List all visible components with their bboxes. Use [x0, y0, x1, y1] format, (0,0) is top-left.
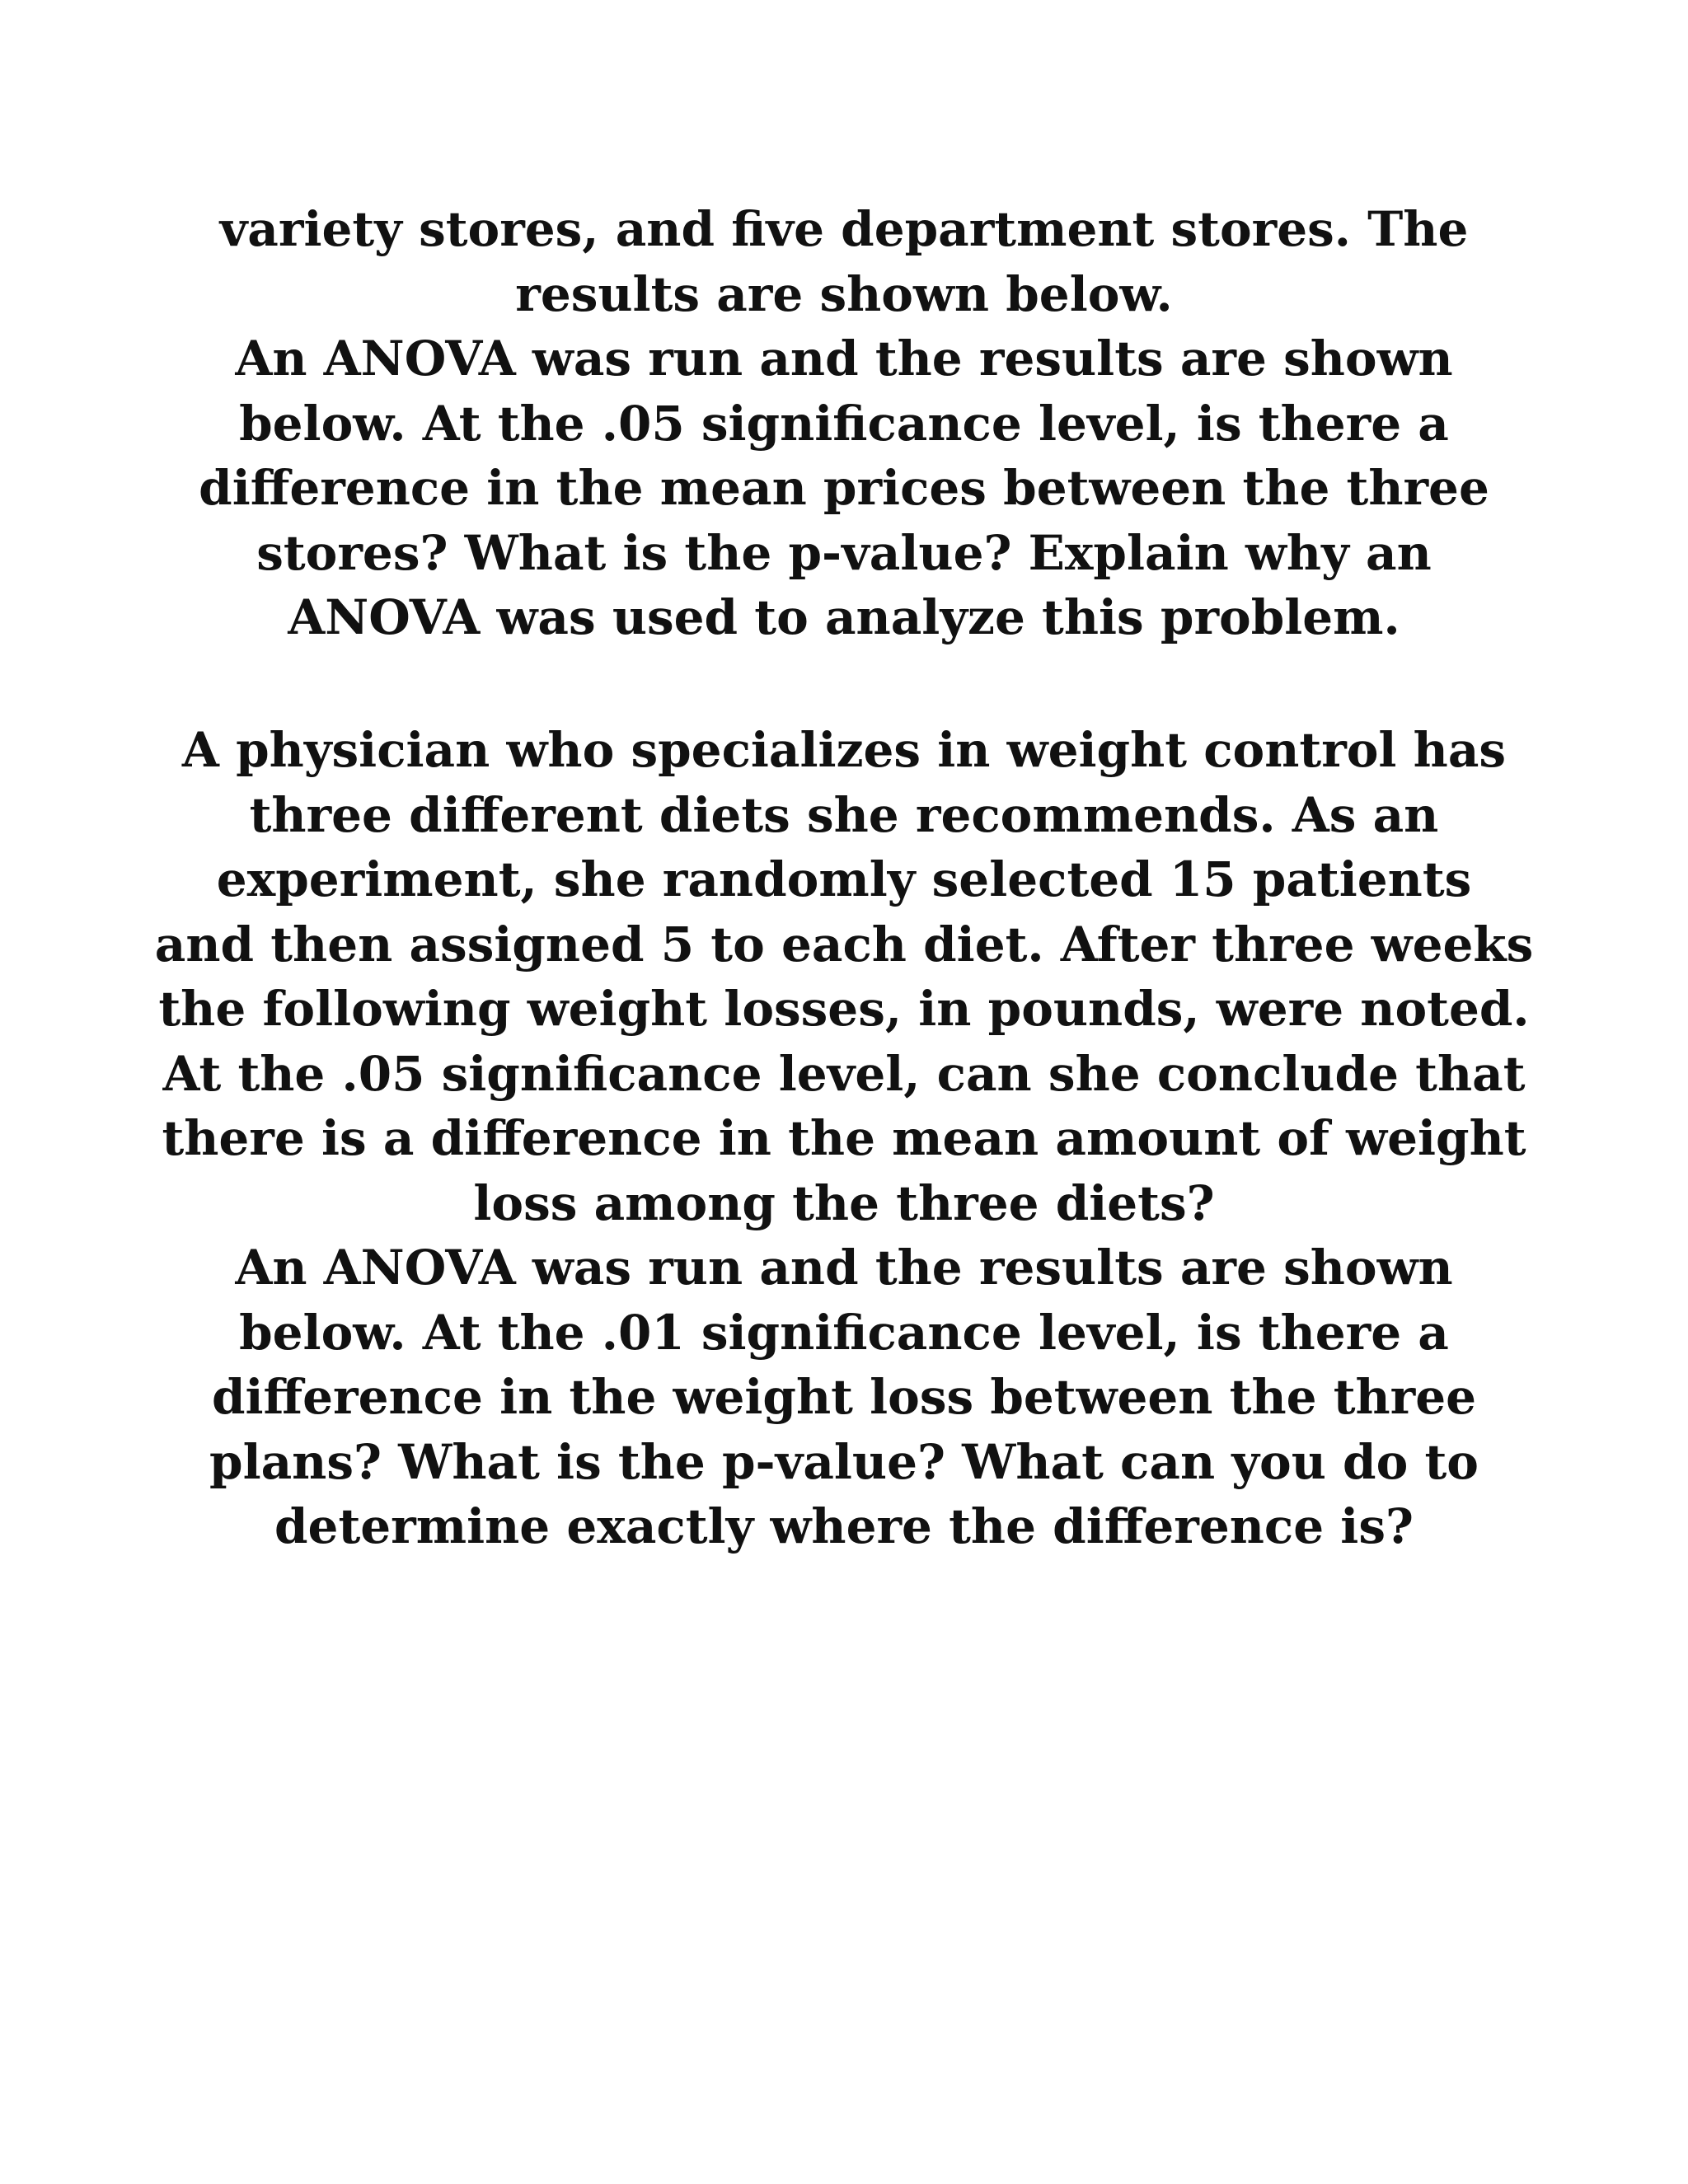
text-line: the following weight losses, in pounds, were noted. — [158, 981, 1530, 1037]
paragraph-store-prices-question — [148, 197, 1540, 650]
text-line: An ANOVA was run and the results are shown — [235, 1240, 1453, 1296]
text-line: and then assigned 5 to each diet. After three weeks — [154, 916, 1534, 972]
text-line: difference in the weight loss between the three — [211, 1369, 1477, 1425]
text-line: difference in the mean prices between the three — [199, 460, 1489, 516]
text-line: At the .05 significance level, can she conclude that — [162, 1045, 1526, 1102]
text-line: there is a difference in the mean amount of weight — [162, 1110, 1526, 1166]
text-line: below. At the .01 significance level, is there a — [239, 1304, 1449, 1361]
text-line: results are shown below. — [515, 265, 1173, 322]
paragraph-weight-loss-question — [148, 718, 1540, 1559]
text-line: A physician who specializes in weight control has — [181, 722, 1507, 778]
text-line: variety stores, and five department stores. The — [219, 201, 1469, 257]
text-line: experiment, she randomly selected 15 patients — [216, 851, 1472, 907]
text-line: loss among the three diets? — [473, 1174, 1215, 1231]
text-line: ANOVA was used to analyze this problem. — [288, 589, 1400, 645]
text-line: An ANOVA was run and the results are shown — [235, 330, 1453, 387]
text-line: determine exactly where the difference is? — [274, 1498, 1414, 1554]
text-line: plans? What is the p-value? What can you do to — [209, 1433, 1479, 1490]
text-line: stores? What is the p-value? Explain why an — [256, 524, 1432, 581]
text-line: below. At the .05 significance level, is there a — [239, 395, 1449, 452]
text-line: three different diets she recommends. As an — [249, 786, 1439, 843]
